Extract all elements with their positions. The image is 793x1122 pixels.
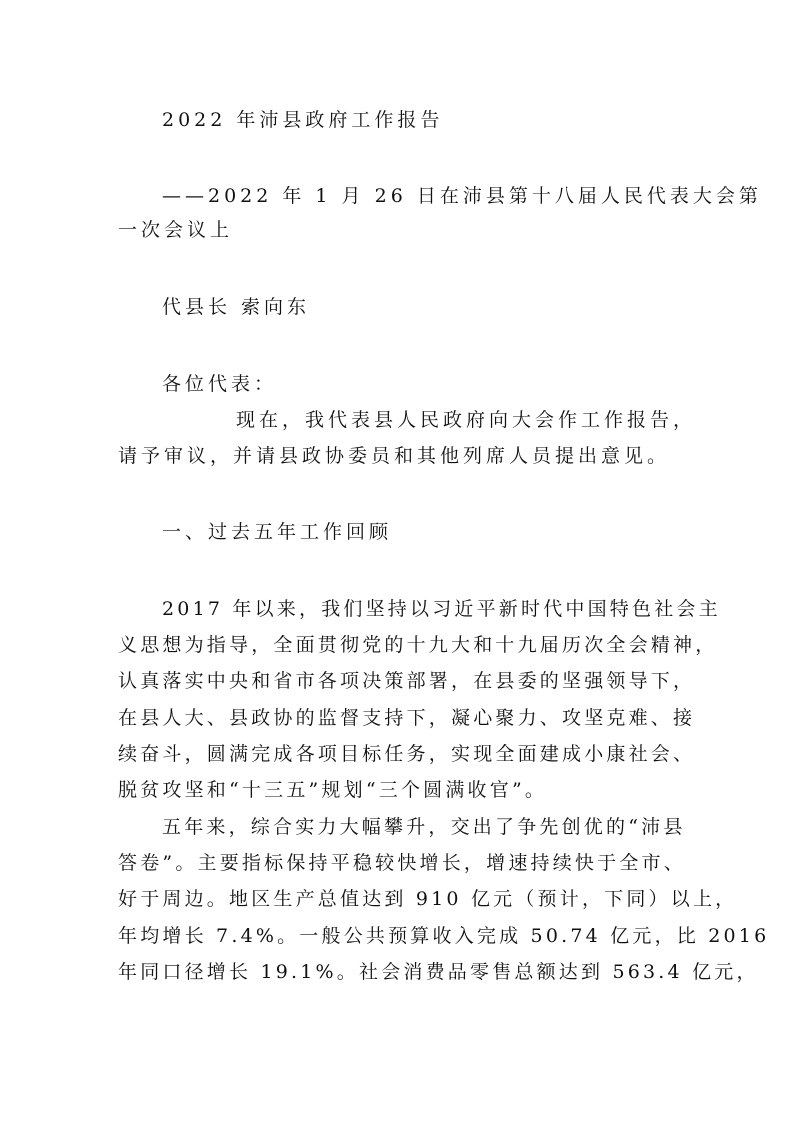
document-subtitle-line-2: 一次会议上 — [118, 219, 234, 241]
paragraph-1-line: 认真落实中央和省市各项决策部署，在县委的坚强领导下， — [118, 670, 696, 692]
document-title: 2022 年沛县政府工作报告 — [162, 109, 444, 131]
paragraph-2-line: 年同口径增长 19.1%。社会消费品零售总额达到 563.4 亿元， — [118, 961, 759, 983]
paragraph-1-line: 续奋斗，圆满完成各项目标任务，实现全面建成小康社会、 — [118, 743, 696, 765]
paragraph-1-line: 义思想为指导，全面贯彻党的十九大和十九届历次全会精神， — [118, 634, 718, 656]
section-heading: 一、过去五年工作回顾 — [162, 521, 393, 543]
paragraph-2-line: 年均增长 7.4%。一般公共预算收入完成 50.74 亿元，比 2016 — [118, 925, 770, 947]
paragraph-1-line: 脱贫攻坚和“十三五”规划“三个圆满收官”。 — [118, 779, 548, 801]
author-line: 代县长 索向东 — [162, 296, 311, 318]
paragraph-2-line: 好于周边。地区生产总值达到 910 亿元（预计，下同）以上， — [118, 888, 738, 910]
paragraph-1-line: 2017 年以来，我们坚持以习近平新时代中国特色社会主 — [162, 598, 721, 620]
intro-line-2: 请予审议，并请县政协委员和其他列席人员提出意见。 — [118, 445, 671, 467]
paragraph-2-line: 五年来，综合实力大幅攀升，交出了争先创优的“沛县 — [162, 816, 686, 838]
salutation: 各位代表： — [162, 373, 278, 395]
intro-line-1: 现在，我代表县人民政府向大会作工作报告， — [236, 409, 697, 431]
document-subtitle-line-1: ——2022 年 1 月 26 日在沛县第十八届人民代表大会第 — [162, 185, 762, 207]
paragraph-2-line: 答卷”。主要指标保持平稳较快增长，增速持续快于全市、 — [118, 852, 686, 874]
paragraph-1-line: 在县人大、县政协的监督支持下，凝心聚力、攻坚克难、接 — [118, 707, 696, 729]
